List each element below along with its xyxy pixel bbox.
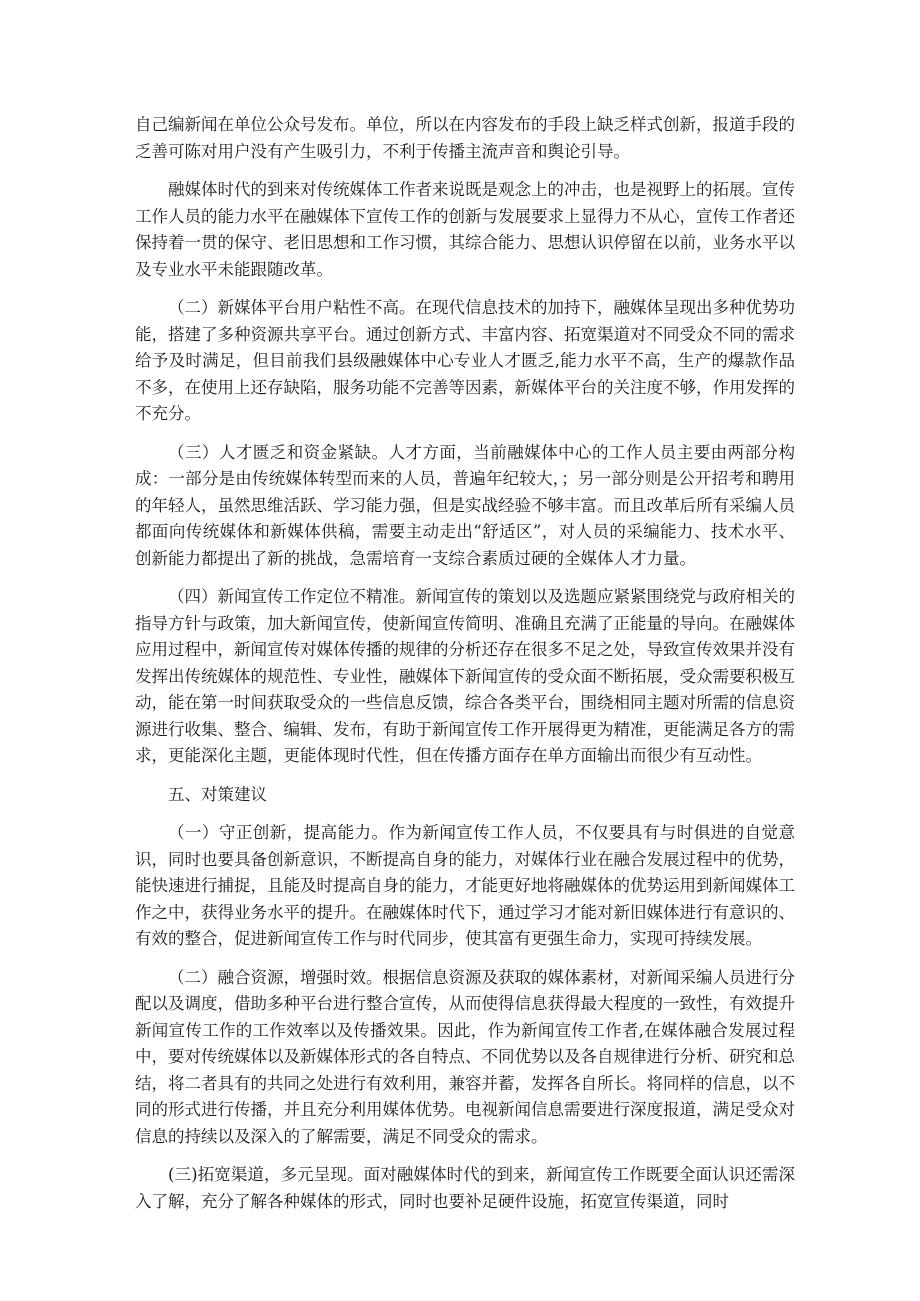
paragraph-media-era-impact: 融媒体时代的到来对传统媒体工作者来说既是观念上的冲击，也是视野上的拓展。宣传工作人员的能力水平在融媒体下宣传工作的创新与发展要求上显得力不从心，宣传工作者还保持着一贯的保守、老旧思想和工作习惯，其综合能力、思想认识停留在以前，业务水平以及专业水平未能跟随改革。 <box>135 180 795 279</box>
document-page <box>135 112 795 1227</box>
paragraph-talent-funding: （三）人才匮乏和资金紧缺。人才方面，当前融媒体中心的工作人员主要由两部分构成：一部分是由传统媒体转型而来的人员，普遍年纪较大，；另一部分则是公开招考和聘用的年轻人，虽然思维活跃、学习能力强，但是实战经验不够丰富。而且改革后所有采编人员都面向传统媒体和新媒体供稿，需要主动走出“舒适区”，对人员的采编能力、技术水平、创新能力都提出了新的挑战，急需培育一支综合素质过硬的全媒体人才力量。 <box>135 442 795 568</box>
section-heading-countermeasures: 五、对策建议 <box>168 784 267 804</box>
paragraph-continuation: 自己编新闻在单位公众号发布。单位，所以在内容发布的手段上缺乏样式创新，报道手段的乏善可陈对用户没有产生吸引力，不利于传播主流声音和舆论引导。 <box>135 115 795 161</box>
paragraph-innovation: （一）守正创新，提高能力。作为新闻宣传工作人员，不仅要具有与时俱进的自觉意识，同时也要具备创新意识，不断提高自身的能力，对媒体行业在融合发展过程中的优势，能快速进行捕捉，且能及时提高自身的能力，才能更好地将融媒体的优势运用到新闻媒体工作之中，获得业务水平的提升。在融媒体时代下，通过学习才能对新旧媒体进行有意识的、有效的整合，促进新闻宣传工作与时代同步，使其富有更强生命力，实现可持续发展。 <box>135 823 795 948</box>
paragraph-broaden-channels: (三)拓宽渠道，多元呈现。面对融媒体时代的到来，新闻宣传工作既要全面认识还需深入了解，充分了解各种媒体的形式，同时也要补足硬件设施，拓宽宣传渠道，同时 <box>135 1165 795 1211</box>
paragraph-positioning: （四）新闻宣传工作定位不精准。新闻宣传的策划以及选题应紧紧围绕党与政府相关的指导方针与政策，加大新闻宣传，使新闻宣传简明、准确且充满了正能量的导向。在融媒体应用过程中，新闻宣传对媒体传播的规律的分析还存在很多不足之处，导致宣传效果并没有发挥出传统媒体的规范性、专业性，融媒体下新闻宣传的受众面不断拓展，受众需要积极互动，能在第一时间获取受众的一些信息反馈，综合各类平台，围绕相同主题对所需的信息资源进行收集、整合、编辑、发布，有助于新闻宣传工作开展得更为精准，更能满足各方的需求，更能深化主题，更能体现时代性，但在传播方面存在单方面输出而很少有互动性。 <box>135 587 795 765</box>
paragraph-integrate-resources: （二）融合资源，增强时效。根据信息资源及获取的媒体素材，对新闻采编人员进行分配以及调度，借助多种平台进行整合宣传，从而使得信息获得最大程度的一致性，有效提升新闻宣传工作的工作效率以及传播效果。因此，作为新闻宣传工作者,在媒体融合发展过程中，要对传统媒体以及新媒体形式的各自特点、不同优势以及各自规律进行分析、研究和总结，将二者具有的共同之处进行有效利用，兼容并蓄，发挥各自所长。将同样的信息，以不同的形式进行传播，并且充分利用媒体优势。电视新闻信息需要进行深度报道，满足受众对信息的持续以及深入的了解需要，满足不同受众的需求。 <box>135 967 795 1146</box>
paragraph-platform-stickiness: （二）新媒体平台用户粘性不高。在现代信息技术的加持下，融媒体呈现出多种优势功能，搭建了多种资源共享平台。通过创新方式、丰富内容、拓宽渠道对不同受众不同的需求给予及时满足，但目前我们县级融媒体中心专业人才匮乏,能力水平不高，生产的爆款作品不多，在使用上还存缺陷，服务功能不完善等因素，新媒体平台的关注度不够，作用发挥的不充分。 <box>135 298 795 423</box>
